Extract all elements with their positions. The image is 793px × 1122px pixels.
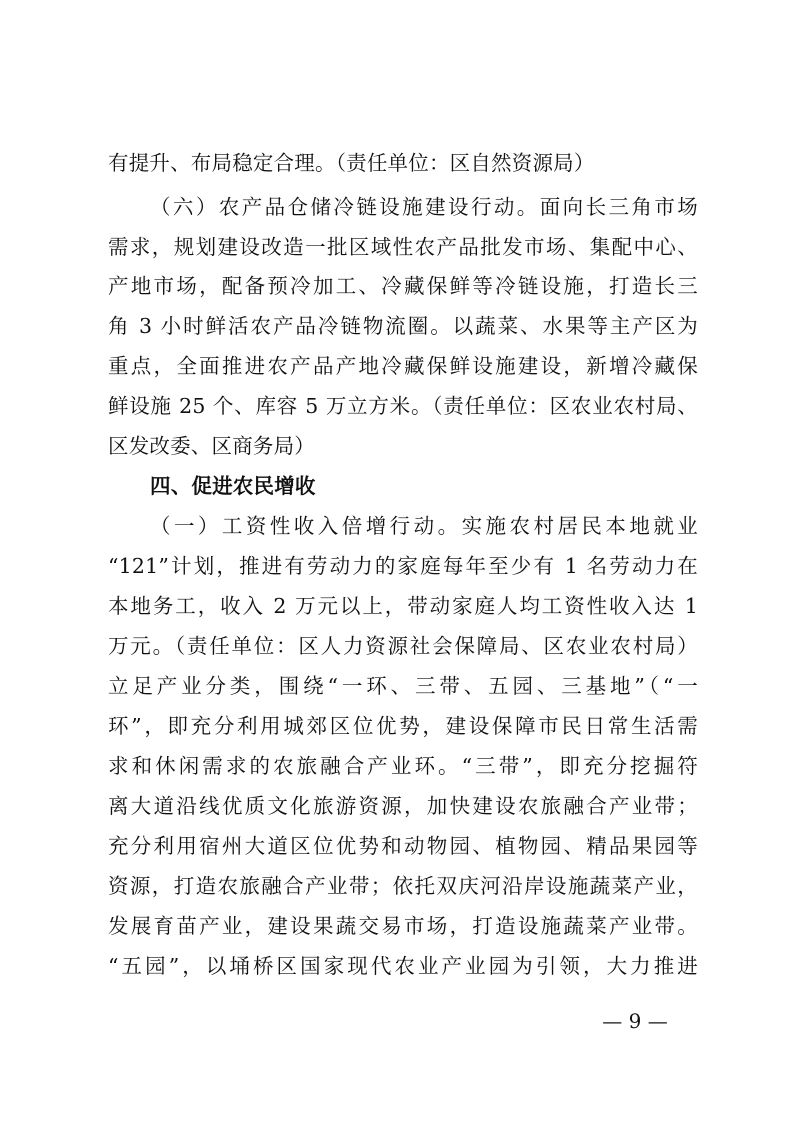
text-line-21: “五园”，以埇桥区国家现代农业产业园为引领，大力推进 — [108, 954, 698, 978]
text-line-15: 环”，即充分利用城郊区位优势，建设保障市民日常生活需 — [108, 714, 698, 738]
text-line-6: 重点，全面推进农产品产地冷藏保鲜设施建设，新增冷藏保 — [108, 354, 698, 378]
text-line-19: 资源，打造农旅融合产业带；依托双庆河沿岸设施蔬菜产业， — [108, 874, 698, 898]
text-line-17: 离大道沿线优质文化旅游资源，加快建设农旅融合产业带； — [108, 794, 698, 818]
text-line-2: （六）农产品仓储冷链设施建设行动。面向长三角市场 — [150, 195, 698, 219]
text-line-13: 万元。（责任单位：区人力资源社会保障局、区农业农村局） — [108, 634, 698, 658]
text-line-11: “121”计划，推进有劳动力的家庭每年至少有 1 名劳动力在 — [108, 554, 698, 578]
text-line-8: 区发改委、区商务局） — [108, 434, 315, 458]
text-line-12: 本地务工，收入 2 万元以上，带动家庭人均工资性收入达 1 — [108, 594, 698, 618]
text-line-18: 充分利用宿州大道区位优势和动物园、植物园、精品果园等 — [108, 834, 698, 858]
text-line-4: 产地市场，配备预冷加工、冷藏保鲜等冷链设施，打造长三 — [108, 274, 698, 298]
text-line-14: 立足产业分类，围绕“一环、三带、五园、三基地”（“一 — [108, 674, 698, 698]
text-line-16: 求和休闲需求的农旅融合产业环。“三带”，即充分挖掘符 — [108, 754, 698, 778]
page-number: — 9 — — [602, 1009, 668, 1033]
section-heading: 四、促进农民增收 — [150, 474, 316, 498]
text-line-20: 发展育苗产业，建设果蔬交易市场，打造设施蔬菜产业带。 — [108, 914, 698, 938]
text-line-1: 有提升、布局稳定合理。（责任单位：区自然资源局） — [108, 151, 595, 175]
text-line-10: （一）工资性收入倍增行动。实施农村居民本地就业 — [150, 514, 698, 538]
text-line-3: 需求，规划建设改造一批区域性农产品批发市场、集配中心、 — [108, 235, 698, 259]
text-line-5: 角 3 小时鲜活农产品冷链物流圈。以蔬菜、水果等主产区为 — [108, 314, 698, 338]
text-line-7: 鲜设施 25 个、库容 5 万立方米。（责任单位：区农业农村局、 — [108, 394, 698, 418]
